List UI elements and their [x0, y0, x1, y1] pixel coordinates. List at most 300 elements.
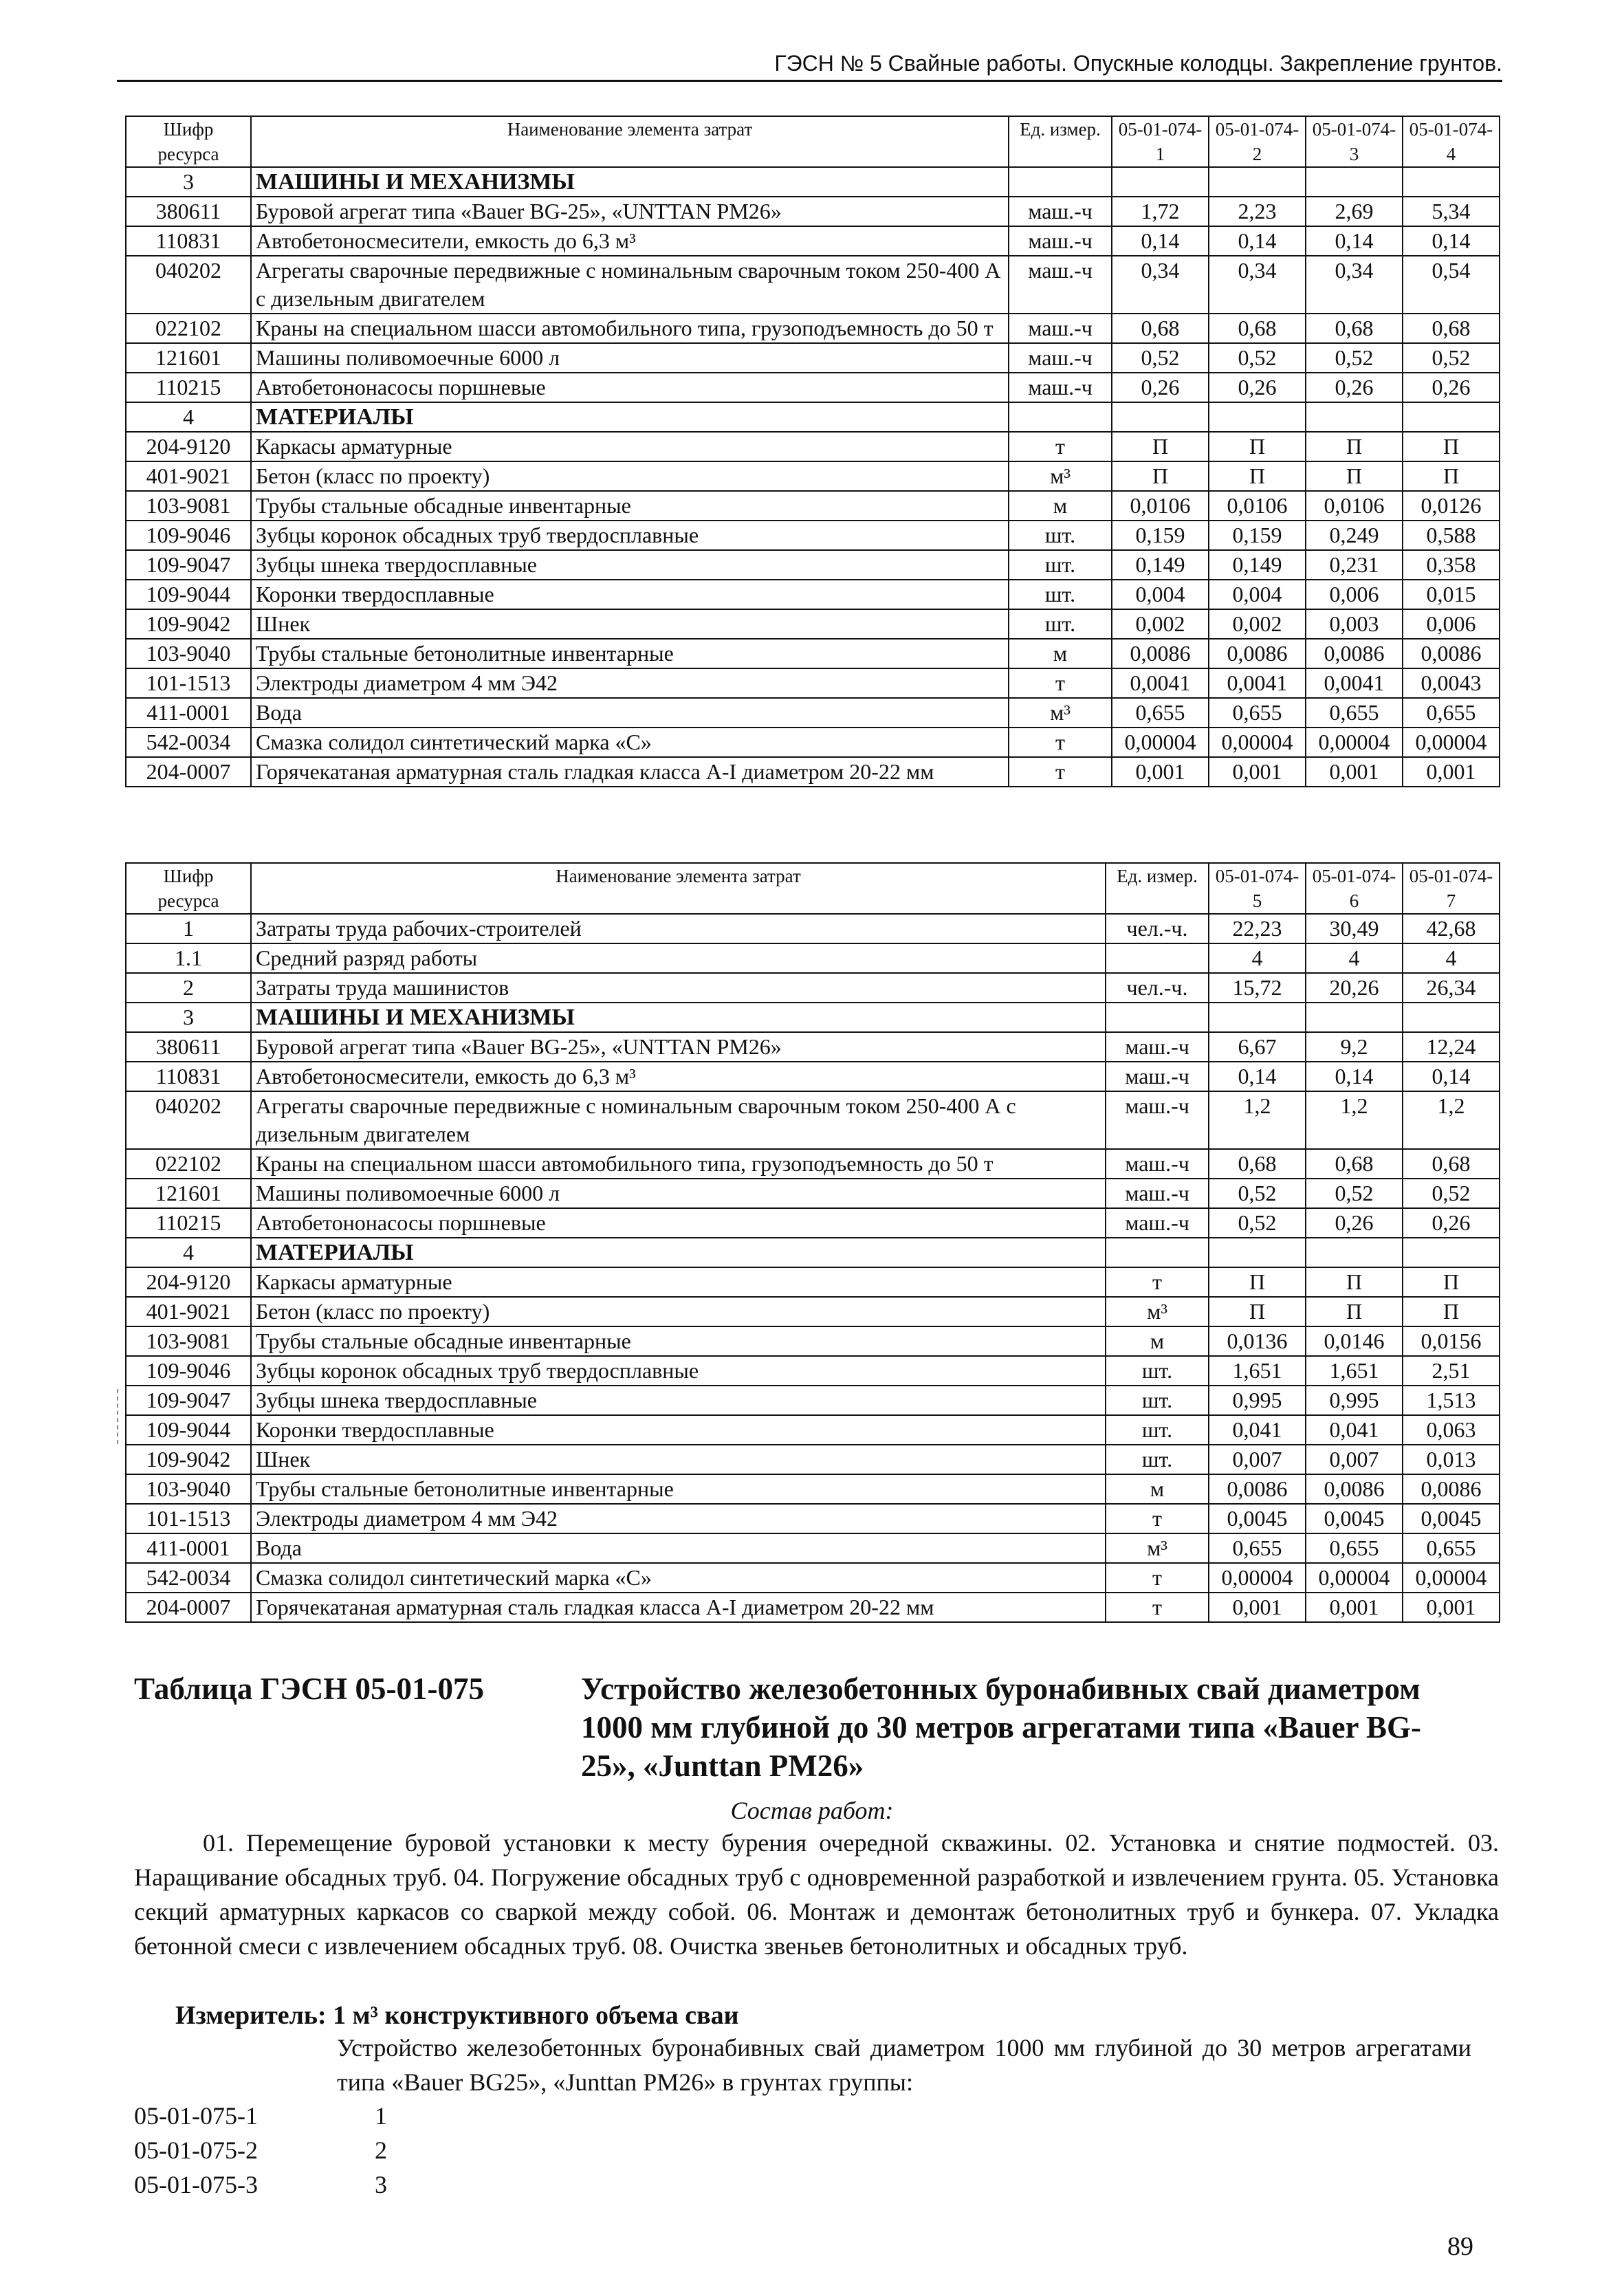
value-cell: 0,006 [1306, 580, 1403, 609]
resource-code: 109-9046 [126, 521, 251, 550]
value-cell: 5,34 [1403, 197, 1500, 226]
resource-name: Автобетононасосы поршневые [251, 1208, 1106, 1238]
table-number: Таблица ГЭСН 05-01-075 [134, 1672, 484, 1706]
value-cell: 2,69 [1306, 197, 1403, 226]
value-cell: 0,14 [1403, 1062, 1500, 1091]
value-cell: 15,72 [1209, 973, 1306, 1003]
resource-code: 022102 [126, 314, 251, 343]
resource-code: 204-0007 [126, 757, 251, 787]
resource-code: 2 [126, 973, 251, 1003]
unit-cell [1009, 402, 1112, 432]
value-cell: 12,24 [1403, 1032, 1500, 1062]
value-cell: 0,655 [1209, 698, 1306, 728]
resource-code: 103-9081 [126, 1326, 251, 1356]
unit-cell: м³ [1106, 1533, 1209, 1563]
variant-row [134, 2099, 387, 2133]
resource-name: Трубы стальные обсадные инвентарные [251, 491, 1009, 521]
value-cell: 0,249 [1306, 521, 1403, 550]
value-cell: 0,0045 [1403, 1504, 1500, 1533]
value-cell [1403, 1003, 1500, 1032]
value-cell: 0,68 [1306, 1149, 1403, 1179]
value-cell: П [1306, 1297, 1403, 1326]
resource-code: 022102 [126, 1149, 251, 1179]
unit-cell: т [1106, 1504, 1209, 1533]
resource-table-074-5-7 [125, 862, 1500, 1623]
resource-name: Горячекатаная арматурная сталь гладкая класса А-I диаметром 20-22 мм [251, 757, 1009, 787]
value-cell: 4 [1403, 943, 1500, 973]
unit-cell: шт. [1009, 580, 1112, 609]
value-cell [1306, 402, 1403, 432]
resource-name: Трубы стальные обсадные инвентарные [251, 1326, 1106, 1356]
value-cell: 1,2 [1209, 1091, 1306, 1149]
resource-name: МАШИНЫ И МЕХАНИЗМЫ [251, 167, 1009, 197]
value-cell: 9,2 [1306, 1032, 1403, 1062]
value-cell: 0,68 [1209, 314, 1306, 343]
column-header: Наименование элемента затрат [251, 863, 1106, 914]
value-cell [1306, 167, 1403, 197]
value-cell: 0,0086 [1209, 639, 1306, 668]
value-cell: 0,588 [1403, 521, 1500, 550]
value-cell: 0,52 [1306, 343, 1403, 373]
value-cell: 0,0156 [1403, 1326, 1500, 1356]
column-header: 05-01-074-4 [1403, 116, 1500, 167]
resource-code: 401-9021 [126, 1297, 251, 1326]
resource-code: 109-9044 [126, 580, 251, 609]
table-row [126, 1356, 1500, 1386]
value-cell: 0,34 [1306, 256, 1403, 314]
unit-cell: м [1106, 1474, 1209, 1504]
unit-cell: т [1106, 1593, 1209, 1622]
table-row [126, 580, 1500, 609]
unit-cell: шт. [1009, 609, 1112, 639]
value-cell: 0,14 [1112, 226, 1209, 256]
resource-name: Электроды диаметром 4 мм Э42 [251, 1504, 1106, 1533]
resource-code: 101-1513 [126, 1504, 251, 1533]
table-row [126, 1032, 1500, 1062]
table-row [126, 757, 1500, 787]
value-cell: 0,0041 [1306, 668, 1403, 698]
resource-name: Машины поливомоечные 6000 л [251, 1179, 1106, 1208]
value-cell: 0,0106 [1306, 491, 1403, 521]
resource-name: МАТЕРИАЛЫ [251, 1238, 1106, 1267]
value-cell: 0,655 [1306, 698, 1403, 728]
resource-name: Автобетоносмесители, емкость до 6,3 м³ [251, 1062, 1106, 1091]
resource-code: 3 [126, 1003, 251, 1032]
variant-group: 1 [375, 2102, 387, 2130]
value-cell [1403, 402, 1500, 432]
resource-name: Коронки твердосплавные [251, 580, 1009, 609]
resource-code: 411-0001 [126, 1533, 251, 1563]
table-row [126, 343, 1500, 373]
resource-code: 109-9044 [126, 1415, 251, 1445]
resource-name: Затраты труда машинистов [251, 973, 1106, 1003]
value-cell: 0,995 [1306, 1386, 1403, 1415]
value-cell: 0,159 [1112, 521, 1209, 550]
value-cell: 0,0086 [1403, 1474, 1500, 1504]
value-cell: 0,002 [1112, 609, 1209, 639]
running-header: ГЭСН № 5 Свайные работы. Опускные колодцы. Закрепление грунтов. [117, 50, 1502, 82]
value-cell: 0,54 [1403, 256, 1500, 314]
value-cell: 0,159 [1209, 521, 1306, 550]
column-header: 05-01-074-1 [1112, 116, 1209, 167]
resource-name: Вода [251, 698, 1009, 728]
resource-name: Буровой агрегат типа «Bauer BG-25», «UNTTAN PM26» [251, 197, 1009, 226]
section-row [126, 167, 1500, 197]
resource-name: Каркасы арматурные [251, 1267, 1106, 1297]
scan-margin-mark [117, 1389, 120, 1444]
unit-cell: т [1106, 1267, 1209, 1297]
meter-line: Измеритель: 1 м³ конструктивного объема сваи [175, 2001, 739, 2030]
value-cell: 0,0086 [1209, 1474, 1306, 1504]
value-cell: 0,001 [1209, 757, 1306, 787]
resource-name: Средний разряд работы [251, 943, 1106, 973]
unit-cell: м³ [1009, 461, 1112, 491]
resource-name: Каркасы арматурные [251, 432, 1009, 461]
value-cell: 0,001 [1403, 757, 1500, 787]
resource-name: Краны на специальном шасси автомобильного типа, грузоподъемность до 50 т [251, 314, 1009, 343]
table-row [126, 639, 1500, 668]
resource-code: 110831 [126, 1062, 251, 1091]
value-cell [1403, 1238, 1500, 1267]
resource-name: Зубцы коронок обсадных труб твердосплавные [251, 521, 1009, 550]
resource-name: Агрегаты сварочные передвижные с номинальным сварочным током 250-400 А с дизельным двигателем [251, 256, 1009, 314]
resource-code: 109-9042 [126, 609, 251, 639]
unit-cell: шт. [1009, 521, 1112, 550]
variant-code: 05-01-075-3 [134, 2171, 258, 2198]
value-cell: 0,001 [1112, 757, 1209, 787]
variant-list [134, 2099, 387, 2202]
resource-name: МАШИНЫ И МЕХАНИЗМЫ [251, 1003, 1106, 1032]
resource-name: Бетон (класс по проекту) [251, 461, 1009, 491]
value-cell: 0,52 [1209, 343, 1306, 373]
unit-cell: чел.-ч. [1106, 973, 1209, 1003]
section-row [126, 1238, 1500, 1267]
table-row [126, 1415, 1500, 1445]
value-cell: 0,001 [1306, 1593, 1403, 1622]
value-cell: 0,007 [1209, 1445, 1306, 1474]
value-cell: 0,007 [1306, 1445, 1403, 1474]
value-cell: 0,0045 [1209, 1504, 1306, 1533]
column-header: Наименование элемента затрат [251, 116, 1009, 167]
value-cell: 0,26 [1112, 373, 1209, 402]
unit-cell: шт. [1106, 1415, 1209, 1445]
table-row [126, 1091, 1500, 1149]
value-cell: П [1209, 1297, 1306, 1326]
value-cell: 0,0146 [1306, 1326, 1403, 1356]
table-row [126, 1149, 1500, 1179]
table-row [126, 609, 1500, 639]
unit-cell: шт. [1009, 550, 1112, 580]
unit-cell: маш.-ч [1106, 1208, 1209, 1238]
value-cell: 26,34 [1403, 973, 1500, 1003]
resource-code: 040202 [126, 256, 251, 314]
variant-row [134, 2167, 387, 2202]
value-cell: 1,651 [1209, 1356, 1306, 1386]
table-row [126, 550, 1500, 580]
value-cell: 0,00004 [1209, 1563, 1306, 1593]
unit-cell: маш.-ч [1009, 197, 1112, 226]
unit-cell: маш.-ч [1106, 1091, 1209, 1149]
unit-cell: шт. [1106, 1445, 1209, 1474]
table-row [126, 432, 1500, 461]
value-cell: П [1306, 461, 1403, 491]
value-cell: 30,49 [1306, 914, 1403, 943]
value-cell: 0,995 [1209, 1386, 1306, 1415]
table-row [126, 943, 1500, 973]
table-title: Устройство железобетонных буронабивных свай диаметром 1000 мм глубиной до 30 метров агрегатами типа «Bauer BG-25», «Junttan PM26» [581, 1672, 1421, 1783]
unit-cell: м [1106, 1326, 1209, 1356]
value-cell: 0,0045 [1306, 1504, 1403, 1533]
value-cell [1112, 167, 1209, 197]
value-cell: 0,14 [1209, 226, 1306, 256]
value-cell: П [1403, 461, 1500, 491]
resource-code: 103-9081 [126, 491, 251, 521]
value-cell: 0,655 [1306, 1533, 1403, 1563]
value-cell: 0,00004 [1306, 728, 1403, 757]
resource-code: 103-9040 [126, 1474, 251, 1504]
resource-name: Смазка солидол синтетический марка «С» [251, 1563, 1106, 1593]
value-cell: 22,23 [1209, 914, 1306, 943]
table-header-row [126, 863, 1500, 914]
resource-code: 204-9120 [126, 432, 251, 461]
resource-name: Автобетоносмесители, емкость до 6,3 м³ [251, 226, 1009, 256]
resource-code: 204-0007 [126, 1593, 251, 1622]
unit-cell: т [1009, 728, 1112, 757]
value-cell: П [1306, 432, 1403, 461]
resource-code: 109-9047 [126, 550, 251, 580]
table-row [126, 1563, 1500, 1593]
table-row [126, 314, 1500, 343]
value-cell: 0,26 [1306, 373, 1403, 402]
table-row [126, 1179, 1500, 1208]
unit-cell: м³ [1106, 1297, 1209, 1326]
value-cell: П [1403, 432, 1500, 461]
resource-name: Затраты труда рабочих-строителей [251, 914, 1106, 943]
value-cell: 0,003 [1306, 609, 1403, 639]
resource-code: 4 [126, 402, 251, 432]
value-cell: 0,002 [1209, 609, 1306, 639]
unit-cell: маш.-ч [1106, 1032, 1209, 1062]
column-header: Ед. измер. [1106, 863, 1209, 914]
value-cell: 0,001 [1306, 757, 1403, 787]
unit-cell: т [1009, 757, 1112, 787]
table-row [126, 1474, 1500, 1504]
section-row [126, 1003, 1500, 1032]
resource-name: Смазка солидол синтетический марка «С» [251, 728, 1009, 757]
resource-name: Зубцы шнека твердосплавные [251, 1386, 1106, 1415]
value-cell: 0,52 [1112, 343, 1209, 373]
resource-table-074-1-4 [125, 116, 1500, 787]
value-cell: 0,00004 [1209, 728, 1306, 757]
column-header: 05-01-074-7 [1403, 863, 1500, 914]
column-header: Ед. измер. [1009, 116, 1112, 167]
table-row [126, 914, 1500, 943]
value-cell [1209, 167, 1306, 197]
resource-name: Буровой агрегат типа «Bauer BG-25», «UNTTAN PM26» [251, 1032, 1106, 1062]
resource-name: Коронки твердосплавные [251, 1415, 1106, 1445]
value-cell: 0,14 [1306, 226, 1403, 256]
composition-caption: Состав работ: [730, 1797, 894, 1824]
value-cell: 0,0041 [1112, 668, 1209, 698]
table-row [126, 491, 1500, 521]
value-cell: 0,001 [1403, 1593, 1500, 1622]
resource-code: 380611 [126, 1032, 251, 1062]
value-cell: 42,68 [1403, 914, 1500, 943]
unit-cell: маш.-ч [1009, 373, 1112, 402]
table-row [126, 461, 1500, 491]
table-row [126, 521, 1500, 550]
resource-name: МАТЕРИАЛЫ [251, 402, 1009, 432]
value-cell: 0,015 [1403, 580, 1500, 609]
unit-cell: т [1106, 1563, 1209, 1593]
table-row [126, 698, 1500, 728]
variant-code: 05-01-075-2 [134, 2136, 258, 2164]
resource-name: Зубцы шнека твердосплавные [251, 550, 1009, 580]
table-row [126, 1062, 1500, 1091]
value-cell: 0,68 [1403, 314, 1500, 343]
column-header: Шифр ресурса [126, 116, 251, 167]
value-cell: П [1209, 432, 1306, 461]
unit-cell: шт. [1106, 1386, 1209, 1415]
value-cell: 0,001 [1209, 1593, 1306, 1622]
value-cell: 20,26 [1306, 973, 1403, 1003]
table-row [126, 1445, 1500, 1474]
value-cell: П [1112, 461, 1209, 491]
resource-code: 040202 [126, 1091, 251, 1149]
unit-cell [1106, 1003, 1209, 1032]
resource-code: 103-9040 [126, 639, 251, 668]
value-cell: П [1209, 1267, 1306, 1297]
value-cell: 0,14 [1306, 1062, 1403, 1091]
unit-cell: м [1009, 639, 1112, 668]
value-cell: П [1403, 1297, 1500, 1326]
unit-cell [1106, 1238, 1209, 1267]
value-cell: 1,72 [1112, 197, 1209, 226]
value-cell: П [1403, 1267, 1500, 1297]
resource-name: Агрегаты сварочные передвижные с номинальным сварочным током 250-400 А с дизельным двигателем [251, 1091, 1106, 1149]
unit-cell: маш.-ч [1106, 1149, 1209, 1179]
table-row [126, 668, 1500, 698]
value-cell [1112, 402, 1209, 432]
value-cell: 0,68 [1112, 314, 1209, 343]
table-row [126, 256, 1500, 314]
value-cell: 0,149 [1112, 550, 1209, 580]
unit-cell: т [1009, 432, 1112, 461]
resource-code: 3 [126, 167, 251, 197]
value-cell: 0,013 [1403, 1445, 1500, 1474]
unit-cell: маш.-ч [1106, 1062, 1209, 1091]
table-row [126, 1386, 1500, 1415]
value-cell: 0,0041 [1209, 668, 1306, 698]
resource-code: 121601 [126, 343, 251, 373]
value-cell [1306, 1003, 1403, 1032]
resource-code: 109-9047 [126, 1386, 251, 1415]
table-row [126, 1593, 1500, 1622]
value-cell: 2,23 [1209, 197, 1306, 226]
value-cell: 0,52 [1209, 1208, 1306, 1238]
value-cell: 0,655 [1403, 1533, 1500, 1563]
resource-name: Шнек [251, 609, 1009, 639]
value-cell: 0,68 [1306, 314, 1403, 343]
variant-group: 2 [375, 2136, 387, 2164]
column-header: Шифр ресурса [126, 863, 251, 914]
resource-code: 1 [126, 914, 251, 943]
value-cell: 4 [1209, 943, 1306, 973]
column-header: 05-01-074-6 [1306, 863, 1403, 914]
value-cell: 0,00004 [1403, 728, 1500, 757]
value-cell: 0,0106 [1112, 491, 1209, 521]
unit-cell: м³ [1009, 698, 1112, 728]
value-cell: 0,0136 [1209, 1326, 1306, 1356]
value-cell: 0,006 [1403, 609, 1500, 639]
value-cell: 0,0126 [1403, 491, 1500, 521]
value-cell: 0,26 [1403, 1208, 1500, 1238]
resource-code: 411-0001 [126, 698, 251, 728]
value-cell: 0,26 [1209, 373, 1306, 402]
unit-cell: чел.-ч. [1106, 914, 1209, 943]
table-row [126, 226, 1500, 256]
table-header-row [126, 116, 1500, 167]
value-cell: П [1209, 461, 1306, 491]
value-cell [1306, 1238, 1403, 1267]
value-cell: 0,14 [1209, 1062, 1306, 1091]
resource-code: 109-9042 [126, 1445, 251, 1474]
resource-name: Трубы стальные бетонолитные инвентарные [251, 639, 1009, 668]
value-cell: 0,655 [1112, 698, 1209, 728]
resource-name: Трубы стальные бетонолитные инвентарные [251, 1474, 1106, 1504]
value-cell: 0,14 [1403, 226, 1500, 256]
value-cell: 4 [1306, 943, 1403, 973]
table-row [126, 1267, 1500, 1297]
value-cell: 0,52 [1403, 343, 1500, 373]
resource-code: 110831 [126, 226, 251, 256]
value-cell: 0,00004 [1403, 1563, 1500, 1593]
unit-cell: маш.-ч [1009, 256, 1112, 314]
value-cell [1209, 1238, 1306, 1267]
resource-name: Горячекатаная арматурная сталь гладкая класса А-I диаметром 20-22 мм [251, 1593, 1106, 1622]
table-row [126, 197, 1500, 226]
page-number: 89 [1447, 2232, 1473, 2261]
value-cell: 0,00004 [1306, 1563, 1403, 1593]
value-cell [1403, 167, 1500, 197]
resource-code: 110215 [126, 1208, 251, 1238]
unit-cell: м [1009, 491, 1112, 521]
value-cell: 0,004 [1112, 580, 1209, 609]
table-row [126, 373, 1500, 402]
column-header: 05-01-074-5 [1209, 863, 1306, 914]
resource-name: Шнек [251, 1445, 1106, 1474]
value-cell: 6,67 [1209, 1032, 1306, 1062]
resource-code: 204-9120 [126, 1267, 251, 1297]
value-cell: 0,231 [1306, 550, 1403, 580]
resource-code: 109-9046 [126, 1356, 251, 1386]
value-cell: 0,0086 [1112, 639, 1209, 668]
unit-cell: маш.-ч [1106, 1179, 1209, 1208]
composition-text: 01. Перемещение буровой установки к месту бурения очередной скважины. 02. Установка и снятие подмостей. 03. Наращивание обсадных труб. 04. Погружение обсадных труб с одновременной разработкой и извлечением грунта. 05. Установка секций арматурных каркасов со сваркой между собой. 06. Монтаж и демонтаж бетонолитных труб и бункера. 07. Укладка бетонной смеси с извлечением обсадных труб. 08. Очистка звеньев бетонолитных и обсадных труб. [134, 1829, 1499, 1960]
resource-name: Вода [251, 1533, 1106, 1563]
column-header: 05-01-074-2 [1209, 116, 1306, 167]
value-cell: 1,2 [1403, 1091, 1500, 1149]
value-cell: 0,655 [1209, 1533, 1306, 1563]
table-row [126, 728, 1500, 757]
variant-code: 05-01-075-1 [134, 2102, 258, 2130]
unit-cell: т [1009, 668, 1112, 698]
value-cell: 0,34 [1112, 256, 1209, 314]
value-cell: 0,655 [1403, 698, 1500, 728]
value-cell: 0,0086 [1403, 639, 1500, 668]
value-cell: 0,0086 [1306, 1474, 1403, 1504]
meter-description: Устройство железобетонных буронабивных свай диаметром 1000 мм глубиной до 30 метров агрегатами типа «Bauer BG25», «Junttan PM26» в грунтах группы: [337, 2034, 1471, 2096]
